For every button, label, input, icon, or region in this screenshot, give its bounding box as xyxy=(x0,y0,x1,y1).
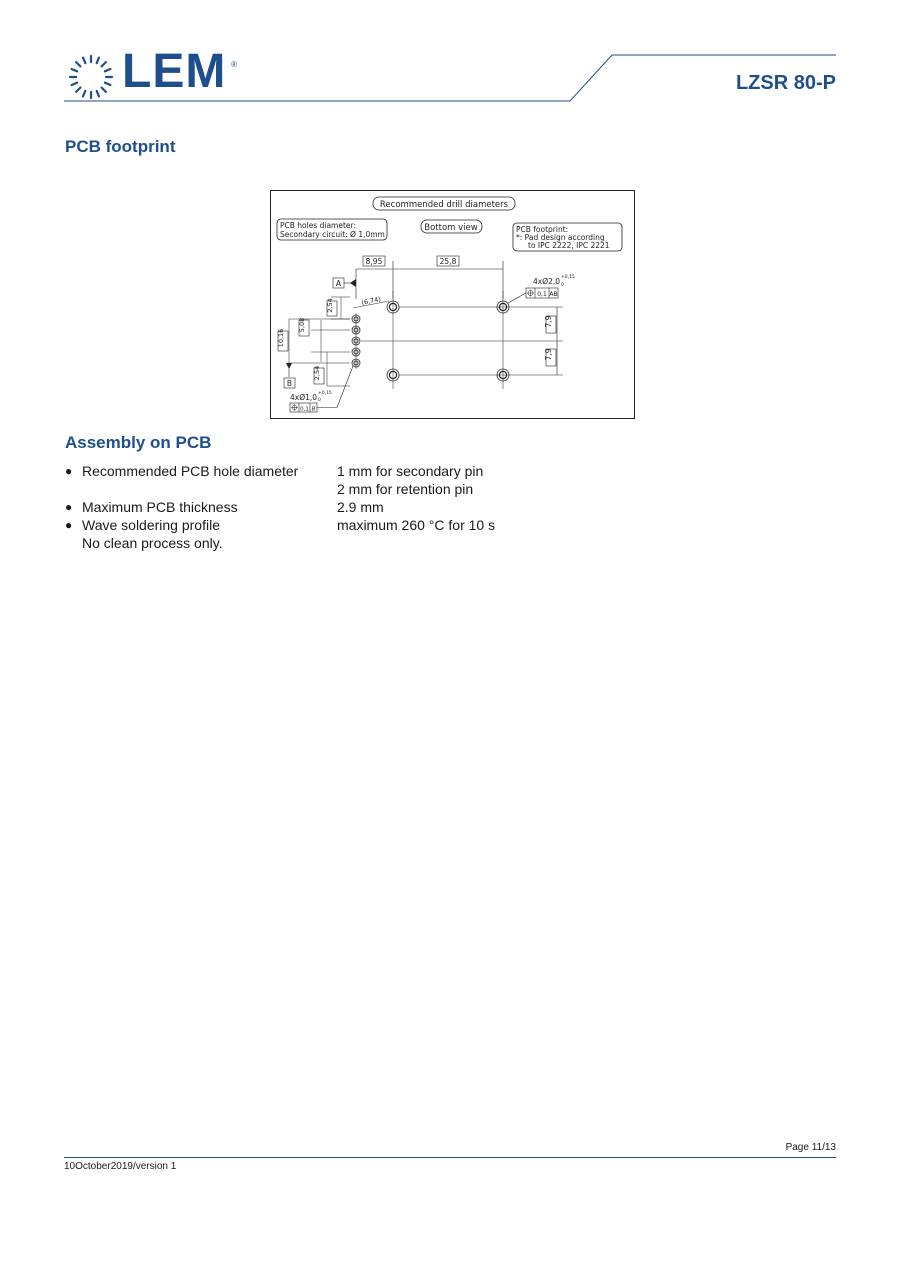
pcb-footprint-title: PCB footprint xyxy=(65,137,176,156)
page-number: Page 11/13 xyxy=(785,1142,836,1153)
footprint-note-line2: *: Pad design according xyxy=(516,233,605,242)
pcb-footprint-drawing xyxy=(270,190,635,419)
bullet-icon: ● xyxy=(65,500,73,514)
dim-5-08: 5,08 xyxy=(298,317,306,333)
dim-2-54-top: 2,54 xyxy=(326,298,334,313)
lem-logo-text: LEM xyxy=(122,45,227,98)
recommended-drill-label: Recommended drill diameters xyxy=(379,200,509,210)
dim-2-54-bottom: 2,54 xyxy=(313,365,321,381)
spec-label: No clean process only. xyxy=(82,535,223,551)
dim-7-9-bottom: 7,9 xyxy=(544,348,553,361)
spec-label: Maximum PCB thickness xyxy=(82,499,238,515)
lem-sunburst-logo-icon xyxy=(70,56,112,98)
spec-value: 2 mm for retention pin xyxy=(337,481,474,497)
datum-b: B xyxy=(286,379,293,388)
bottom-view-label: Bottom view xyxy=(424,223,478,233)
drawing-svg xyxy=(271,191,634,418)
dim-7-9-top: 7,9 xyxy=(544,315,553,328)
retention-tol-lower: 0 xyxy=(561,283,564,288)
retention-holes-label: 4xØ2,0 xyxy=(533,277,561,286)
footer-rule xyxy=(64,1157,836,1158)
dim-6-74: (6,74) xyxy=(360,295,382,307)
bullet-icon: ● xyxy=(65,518,73,532)
dim-25-8: 25,8 xyxy=(439,257,457,266)
dim-8-95: 8,95 xyxy=(365,257,383,266)
spec-value: maximum 260 °C for 10 s xyxy=(337,517,496,533)
secondary-tol-lower: 0 xyxy=(318,398,321,403)
document-version: 10October2019/version 1 xyxy=(64,1161,177,1172)
footprint-note-line3: to IPC 2222, IPC 2221 xyxy=(528,241,610,250)
secondary-tol-upper: +0,15 xyxy=(318,391,332,396)
secondary-holes-label: 4xØ1,0 xyxy=(290,393,318,402)
tol-frame-1: 0,1 xyxy=(537,291,547,298)
holes-diameter-line1: PCB holes diameter: xyxy=(280,221,357,230)
product-name: LZSR 80-P xyxy=(735,72,836,94)
spec-value: 1 mm for secondary pin xyxy=(337,463,484,479)
assembly-title: Assembly on PCB xyxy=(65,433,212,452)
spec-label: Recommended PCB hole diameter xyxy=(82,463,299,479)
tol-frame-2-ref: B xyxy=(311,406,316,413)
tol-frame-1-ref: AB xyxy=(549,291,558,298)
bullet-icon: ● xyxy=(65,464,73,478)
spec-label: Wave soldering profile xyxy=(82,517,220,533)
holes-diameter-line2: Secondary circuit: Ø 1,0mm xyxy=(280,230,385,239)
datum-a: A xyxy=(335,279,342,288)
footprint-note-line1: PCB footprint: xyxy=(516,225,569,234)
registered-mark: ® xyxy=(231,60,237,69)
dim-10-16: 10,16 xyxy=(277,328,285,348)
tol-frame-2: 0,1 xyxy=(300,406,309,413)
spec-value: 2.9 mm xyxy=(337,499,384,515)
retention-tol-upper: +0,15 xyxy=(561,275,575,280)
